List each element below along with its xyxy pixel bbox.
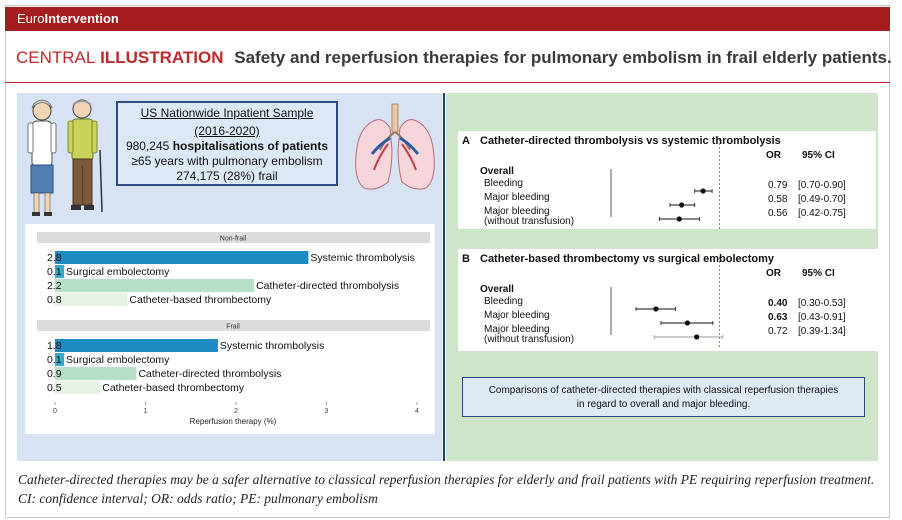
- bar-value-label: 2.2: [47, 280, 62, 292]
- x-axis-label: Reperfusion therapy (%): [189, 417, 277, 426]
- bar-value-label: 2.8: [47, 252, 62, 264]
- or-point: [677, 216, 682, 221]
- bar-value-label: 0.9: [47, 368, 62, 380]
- or-value: 0.58: [768, 194, 788, 205]
- or-value: 0.63: [768, 312, 788, 323]
- bar-category-label: Surgical embolectomy: [66, 266, 170, 278]
- forest-plot: [603, 257, 733, 347]
- study-info-box: [116, 101, 338, 186]
- section-title: Catheter-based thrombectomy vs surgical embolectomy: [480, 253, 775, 265]
- title-illustration: ILLUSTRATION: [100, 48, 224, 67]
- row-label: Bleeding: [484, 296, 523, 307]
- or-point: [694, 334, 699, 339]
- bar: [55, 367, 136, 380]
- overall-label: Overall: [480, 284, 514, 295]
- study-population: ≥65 years with pulmonary embolism: [131, 154, 323, 168]
- figure-caption: Catheter-directed therapies may be a safer alternative to classical reperfusion therapies for elderly and frail patients with PE requiring reperfusion treatment. CI: confidence interval; OR: odds ratio; PE: pulmonary embolism: [18, 472, 875, 506]
- bar-value-label: 0.1: [47, 266, 62, 278]
- note-line-1: Comparisons of catheter-directed therapies with classical reperfusion therapies: [488, 385, 839, 396]
- journal-brand: EuroIntervention: [17, 11, 119, 26]
- ci-value: [0.70-0.90]: [798, 180, 846, 191]
- section-letter: B: [462, 253, 470, 265]
- elderly-couple-illustration: [20, 95, 110, 220]
- row-label: Major bleeding: [484, 324, 550, 335]
- row-label: Major bleeding: [484, 206, 550, 217]
- bar-category-label: Catheter-based thrombectomy: [129, 294, 272, 306]
- x-tick-label: 0: [53, 408, 57, 415]
- study-hospitalisations: 980,245 hospitalisations of patients: [125, 139, 329, 153]
- row-label: Bleeding: [484, 178, 523, 189]
- bar: [55, 279, 254, 292]
- panel-header-label: Frail: [226, 323, 240, 331]
- forest-card-b: [458, 249, 878, 351]
- x-tick-label: 3: [324, 408, 329, 415]
- forest-card-a: [458, 131, 876, 229]
- or-header: OR: [766, 268, 781, 279]
- journal-header-bar: [5, 7, 890, 31]
- row-label-sub: (without transfusion): [484, 334, 575, 345]
- bar-category-label: Surgical embolectomy: [66, 354, 170, 366]
- ci-value: [0.42-0.75]: [798, 208, 846, 219]
- or-point: [653, 306, 658, 311]
- bar: [55, 381, 100, 394]
- or-value: 0.79: [768, 180, 788, 191]
- or-value: 0.72: [768, 326, 788, 337]
- panel-divider: [443, 93, 445, 461]
- ci-value: [0.30-0.53]: [798, 298, 846, 309]
- bar-value-label: 0.1: [47, 354, 62, 366]
- bar: [55, 293, 127, 306]
- title-central: CENTRAL: [16, 48, 96, 67]
- bar-category-label: Systemic thrombolysis: [310, 252, 415, 264]
- bar-category-label: Catheter-based thrombectomy: [102, 382, 245, 394]
- bar: [55, 251, 308, 264]
- section-letter: A: [462, 135, 470, 147]
- ci-header: 95% CI: [802, 268, 835, 279]
- forest-plot: [603, 139, 733, 229]
- or-point: [679, 202, 684, 207]
- row-label-sub: (without transfusion): [484, 216, 575, 227]
- ci-header: 95% CI: [802, 150, 835, 161]
- bar-category-label: Catheter-directed thrombolysis: [256, 280, 400, 292]
- page-title: [16, 48, 892, 68]
- reperfusion-bar-chart: [25, 224, 435, 434]
- study-frail: 274,175 (28%) frail: [176, 169, 278, 183]
- or-value: 0.40: [768, 298, 788, 309]
- bar: [55, 339, 218, 352]
- x-tick-label: 2: [234, 408, 238, 415]
- study-name: US Nationwide Inpatient Sample: [140, 106, 314, 120]
- ci-value: [0.49-0.70]: [798, 194, 846, 205]
- title-divider: [5, 82, 890, 83]
- row-label: Major bleeding: [484, 310, 550, 321]
- panel-header-label: Non-frail: [219, 235, 247, 243]
- comparison-note-box: [462, 377, 865, 417]
- ci-value: [0.43-0.91]: [798, 312, 846, 323]
- or-header: OR: [766, 150, 781, 161]
- x-tick-label: 1: [143, 408, 148, 415]
- ci-value: [0.39-1.34]: [798, 326, 846, 337]
- bar-value-label: 0.8: [47, 294, 62, 306]
- x-tick-label: 4: [415, 408, 419, 415]
- or-point: [685, 320, 690, 325]
- bar-value-label: 1.8: [47, 340, 62, 352]
- lungs-illustration: [350, 98, 440, 198]
- overall-label: Overall: [480, 166, 514, 177]
- bar-value-label: 0.5: [47, 382, 62, 394]
- study-years: (2016-2020): [194, 124, 260, 138]
- bar-category-label: Catheter-directed thrombolysis: [138, 368, 282, 380]
- note-line-2: in regard to overall and major bleeding.: [576, 399, 751, 410]
- or-point: [700, 188, 705, 193]
- section-title: Catheter-directed thrombolysis vs systemic thrombolysis: [480, 135, 781, 147]
- row-label: Major bleeding: [484, 192, 550, 203]
- title-text: Safety and reperfusion therapies for pulmonary embolism in frail elderly patients.: [234, 48, 892, 67]
- bar-category-label: Systemic thrombolysis: [219, 340, 325, 352]
- or-value: 0.56: [768, 208, 788, 219]
